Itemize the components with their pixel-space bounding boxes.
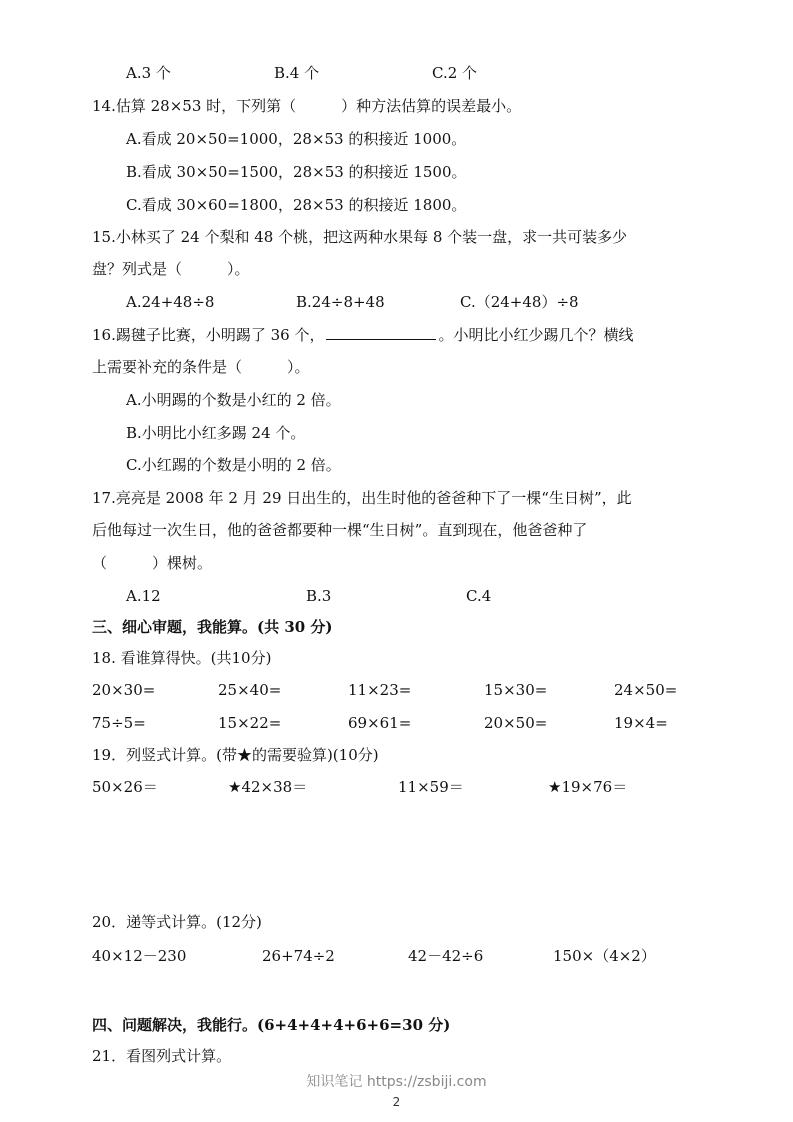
q18-item: 75÷5= [92,714,146,732]
q19-item: ★19×76＝ [548,778,628,796]
section-3-heading: 三、细心审题，我能算。(共 30 分) [92,618,333,636]
q17-option-c: C.4 [466,587,492,605]
q15-option-a: A.24+48÷8 [126,293,215,311]
q21-title: 21．看图列式计算。 [92,1047,232,1065]
q14-stem: 14.估算 28×53 时，下列第（ ）种方法估算的误差最小。 [92,97,522,115]
q18-item: 20×50= [484,714,548,732]
q14-option-c: C.看成 30×60=1800，28×53 的积接近 1800。 [126,196,467,214]
q15-option-c: C.（24+48）÷8 [460,293,579,311]
q17-option-a: A.12 [126,587,161,605]
q17-stem-line2: 后他每过一次生日，他的爸爸都要种一棵“生日树”。直到现在，他爸爸种了 [92,521,588,539]
q18-item: 15×30= [484,681,548,699]
q18-title: 18. 看谁算得快。(共10分) [92,649,272,667]
q16-stem-post: 。小明比小红少踢几个？横线 [438,326,634,344]
q20-item: 26+74÷2 [262,947,335,965]
q16-option-a: A.小明踢的个数是小红的 2 倍。 [126,391,341,409]
q19-item: ★42×38＝ [228,778,308,796]
q15-option-b: B.24÷8+48 [296,293,385,311]
q19-title: 19．列竖式计算。(带★的需要验算)(10分) [92,746,379,764]
q18-item: 15×22= [218,714,282,732]
q16-stem-line1 [92,325,634,345]
q19-item: 11×59＝ [398,778,464,796]
q20-item: 150×（4×2） [553,947,656,965]
q19-item: 50×26＝ [92,778,158,796]
q16-option-b: B.小明比小红多踢 24 个。 [126,424,306,442]
footer-watermark: 知识笔记 https://zsbiji.com [306,1074,487,1090]
q15-stem-line1: 15.小林买了 24 个梨和 48 个桃，把这两种水果每 8 个装一盘，求一共可装多少 [92,228,628,246]
q14-option-a: A.看成 20×50=1000，28×53 的积接近 1000。 [126,130,467,148]
q14-option-b: B.看成 30×50=1500，28×53 的积接近 1500。 [126,163,467,181]
q16-stem-line2: 上需要补充的条件是（ ）。 [92,358,310,376]
q17-stem-line1: 17.亮亮是 2008 年 2 月 29 日出生的，出生时他的爸爸种下了一棵“生日树”，此 [92,489,632,507]
q18-item: 69×61= [348,714,412,732]
page-number: 2 [392,1095,401,1109]
q18-item: 25×40= [218,681,282,699]
q18-item: 24×50= [614,681,678,699]
q17-stem-line3: （ ）棵树。 [92,554,213,572]
q16-option-c: C.小红踢的个数是小明的 2 倍。 [126,456,341,474]
q20-item: 42－42÷6 [408,947,484,965]
q13-option-c: C.2 个 [432,64,478,82]
q13-option-a: A.3 个 [126,64,171,82]
q20-title: 20．递等式计算。(12分) [92,913,262,931]
q13-option-b: B.4 个 [274,64,320,82]
section-4-heading: 四、问题解决，我能行。(6+4+4+4+6+6=30 分) [92,1016,451,1034]
q18-item: 11×23= [348,681,412,699]
q17-option-b: B.3 [306,587,332,605]
q16-answer-blank[interactable] [326,325,436,340]
q16-stem-pre: 16.踢毽子比赛，小明踢了 36 个， [92,326,325,344]
q18-item: 20×30= [92,681,156,699]
q15-stem-line2: 盘？列式是（ ）。 [92,260,250,278]
q18-item: 19×4= [614,714,668,732]
q20-item: 40×12－230 [92,947,187,965]
